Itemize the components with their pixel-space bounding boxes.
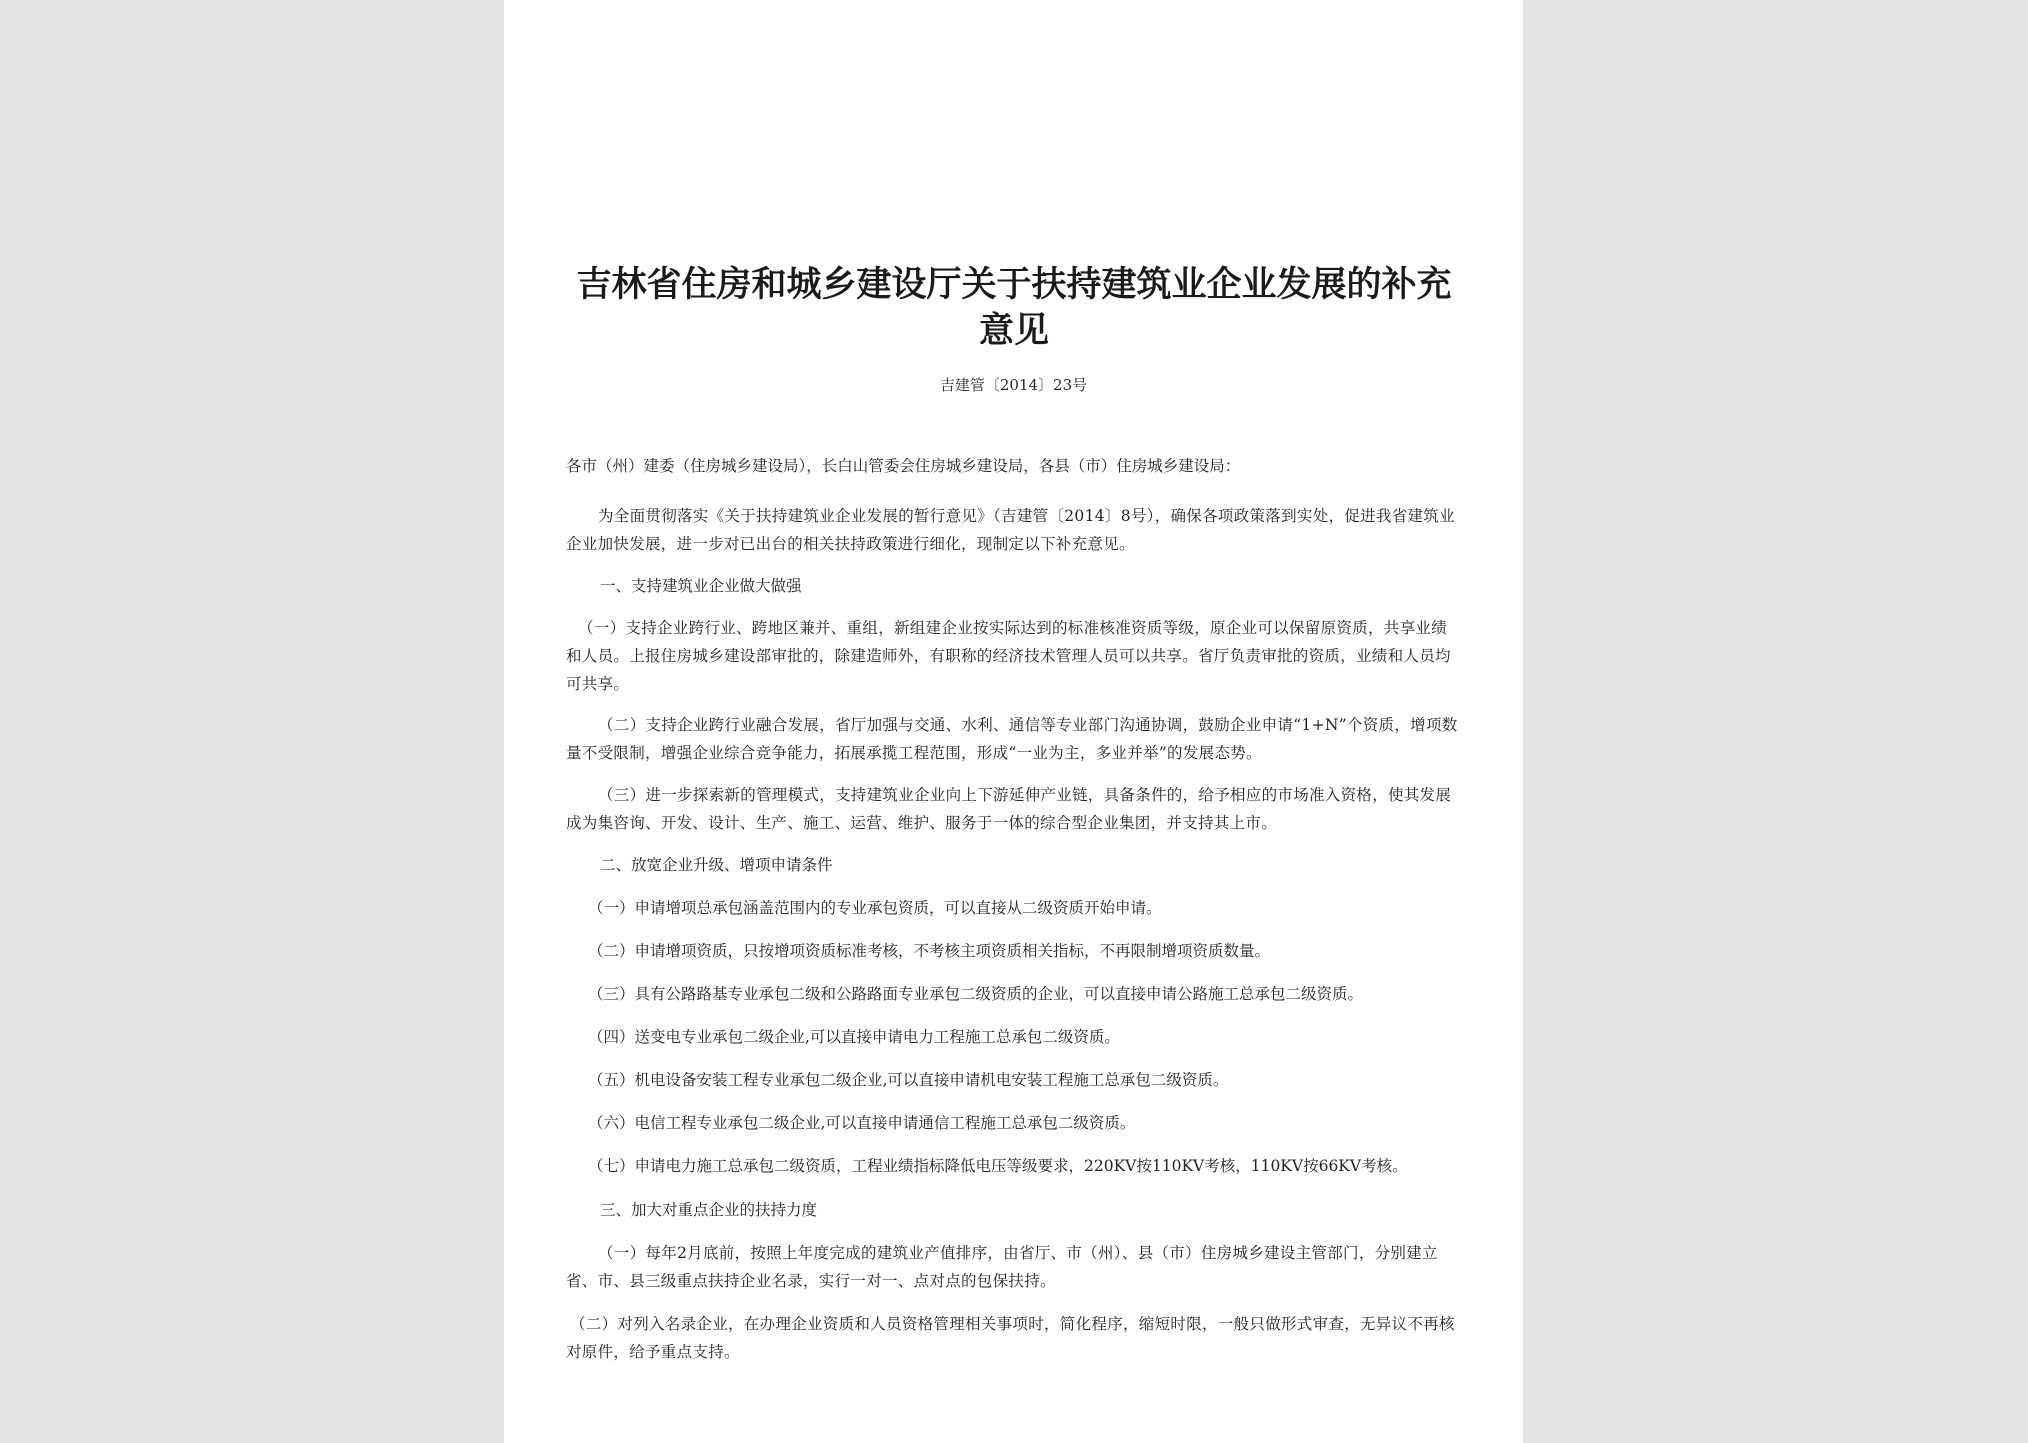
document-number: 吉建管〔2014〕23号 [939, 376, 1088, 394]
salutation: 各市（州）建委（住房城乡建设局），长白山管委会住房城乡建设局，各县（市）住房城乡建设局： [566, 457, 1241, 475]
section-2-item-3: （三）具有公路路基专业承包二级和公路路面专业承包二级资质的企业，可以直接申请公路施工总承包二级资质。 [588, 985, 1364, 1003]
section-3-item-2: （二）对列入名录企业，在办理企业资质和人员资格管理相关事项时，简化程序，缩短时限，一般只做形式审查，无异议不再核对原件，给予重点支持。 [566, 1315, 1455, 1361]
section-2-item-1: （一）申请增项总承包涵盖范围内的专业承包资质，可以直接从二级资质开始申请。 [588, 899, 1162, 917]
section-1-item-1: （一）支持企业跨行业、跨地区兼并、重组，新组建企业按实际达到的标准核准资质等级，原企业可以保留原资质，共享业绩和人员。上报住房城乡建设部审批的，除建造师外，有职称的经济技术管理人员可以共享。省厅负责审批的资质，业绩和人员均可共享。 [566, 619, 1451, 693]
section-2-item-7: （七）申请电力施工总承包二级资质，工程业绩指标降低电压等级要求，220KV按110KV考核，110KV按66KV考核。 [588, 1157, 1408, 1175]
document-page [504, 0, 1523, 1443]
section-3-item-1: （一）每年2月底前，按照上年度完成的建筑业产值排序，由省厅、市（州）、县（市）住房城乡建设主管部门，分别建立省、市、县三级重点扶持企业名录，实行一对一、点对点的包保扶持。 [566, 1244, 1438, 1290]
section-1-item-2: （二）支持企业跨行业融合发展，省厅加强与交通、水利、通信等专业部门沟通协调，鼓励企业申请“1+N”个资质，增项数量不受限制，增强企业综合竞争能力，拓展承揽工程范围，形成“一业为主，多业并举”的发展态势。 [566, 716, 1458, 762]
section-2-heading: 二、放宽企业升级、增项申请条件 [600, 856, 833, 874]
section-2-item-5: （五）机电设备安装工程专业承包二级企业,可以直接申请机电安装工程施工总承包二级资质。 [588, 1071, 1229, 1089]
section-3-heading: 三、加大对重点企业的扶持力度 [600, 1201, 818, 1219]
document-title: 吉林省住房和城乡建设厅关于扶持建筑业企业发展的补充意见 [576, 265, 1452, 351]
section-2-item-4: （四）送变电专业承包二级企业,可以直接申请电力工程施工总承包二级资质。 [588, 1028, 1120, 1046]
section-1-heading: 一、支持建筑业企业做大做强 [600, 577, 802, 595]
section-2-item-2: （二）申请增项资质，只按增项资质标准考核，不考核主项资质相关指标，不再限制增项资质数量。 [588, 942, 1271, 960]
section-1-item-3: （三）进一步探索新的管理模式，支持建筑业企业向上下游延伸产业链，具备条件的，给予相应的市场准入资格，使其发展成为集咨询、开发、设计、生产、施工、运营、维护、服务于一体的综合型企业集团，并支持其上市。 [566, 786, 1452, 832]
intro-paragraph: 为全面贯彻落实《关于扶持建筑业企业发展的暂行意见》（吉建管〔2014〕8号），确保各项政策落到实处，促进我省建筑业企业加快发展，进一步对已出台的相关扶持政策进行细化，现制定以下补充意见。 [566, 507, 1455, 553]
section-2-item-6: （六）电信工程专业承包二级企业,可以直接申请通信工程施工总承包二级资质。 [588, 1114, 1136, 1132]
